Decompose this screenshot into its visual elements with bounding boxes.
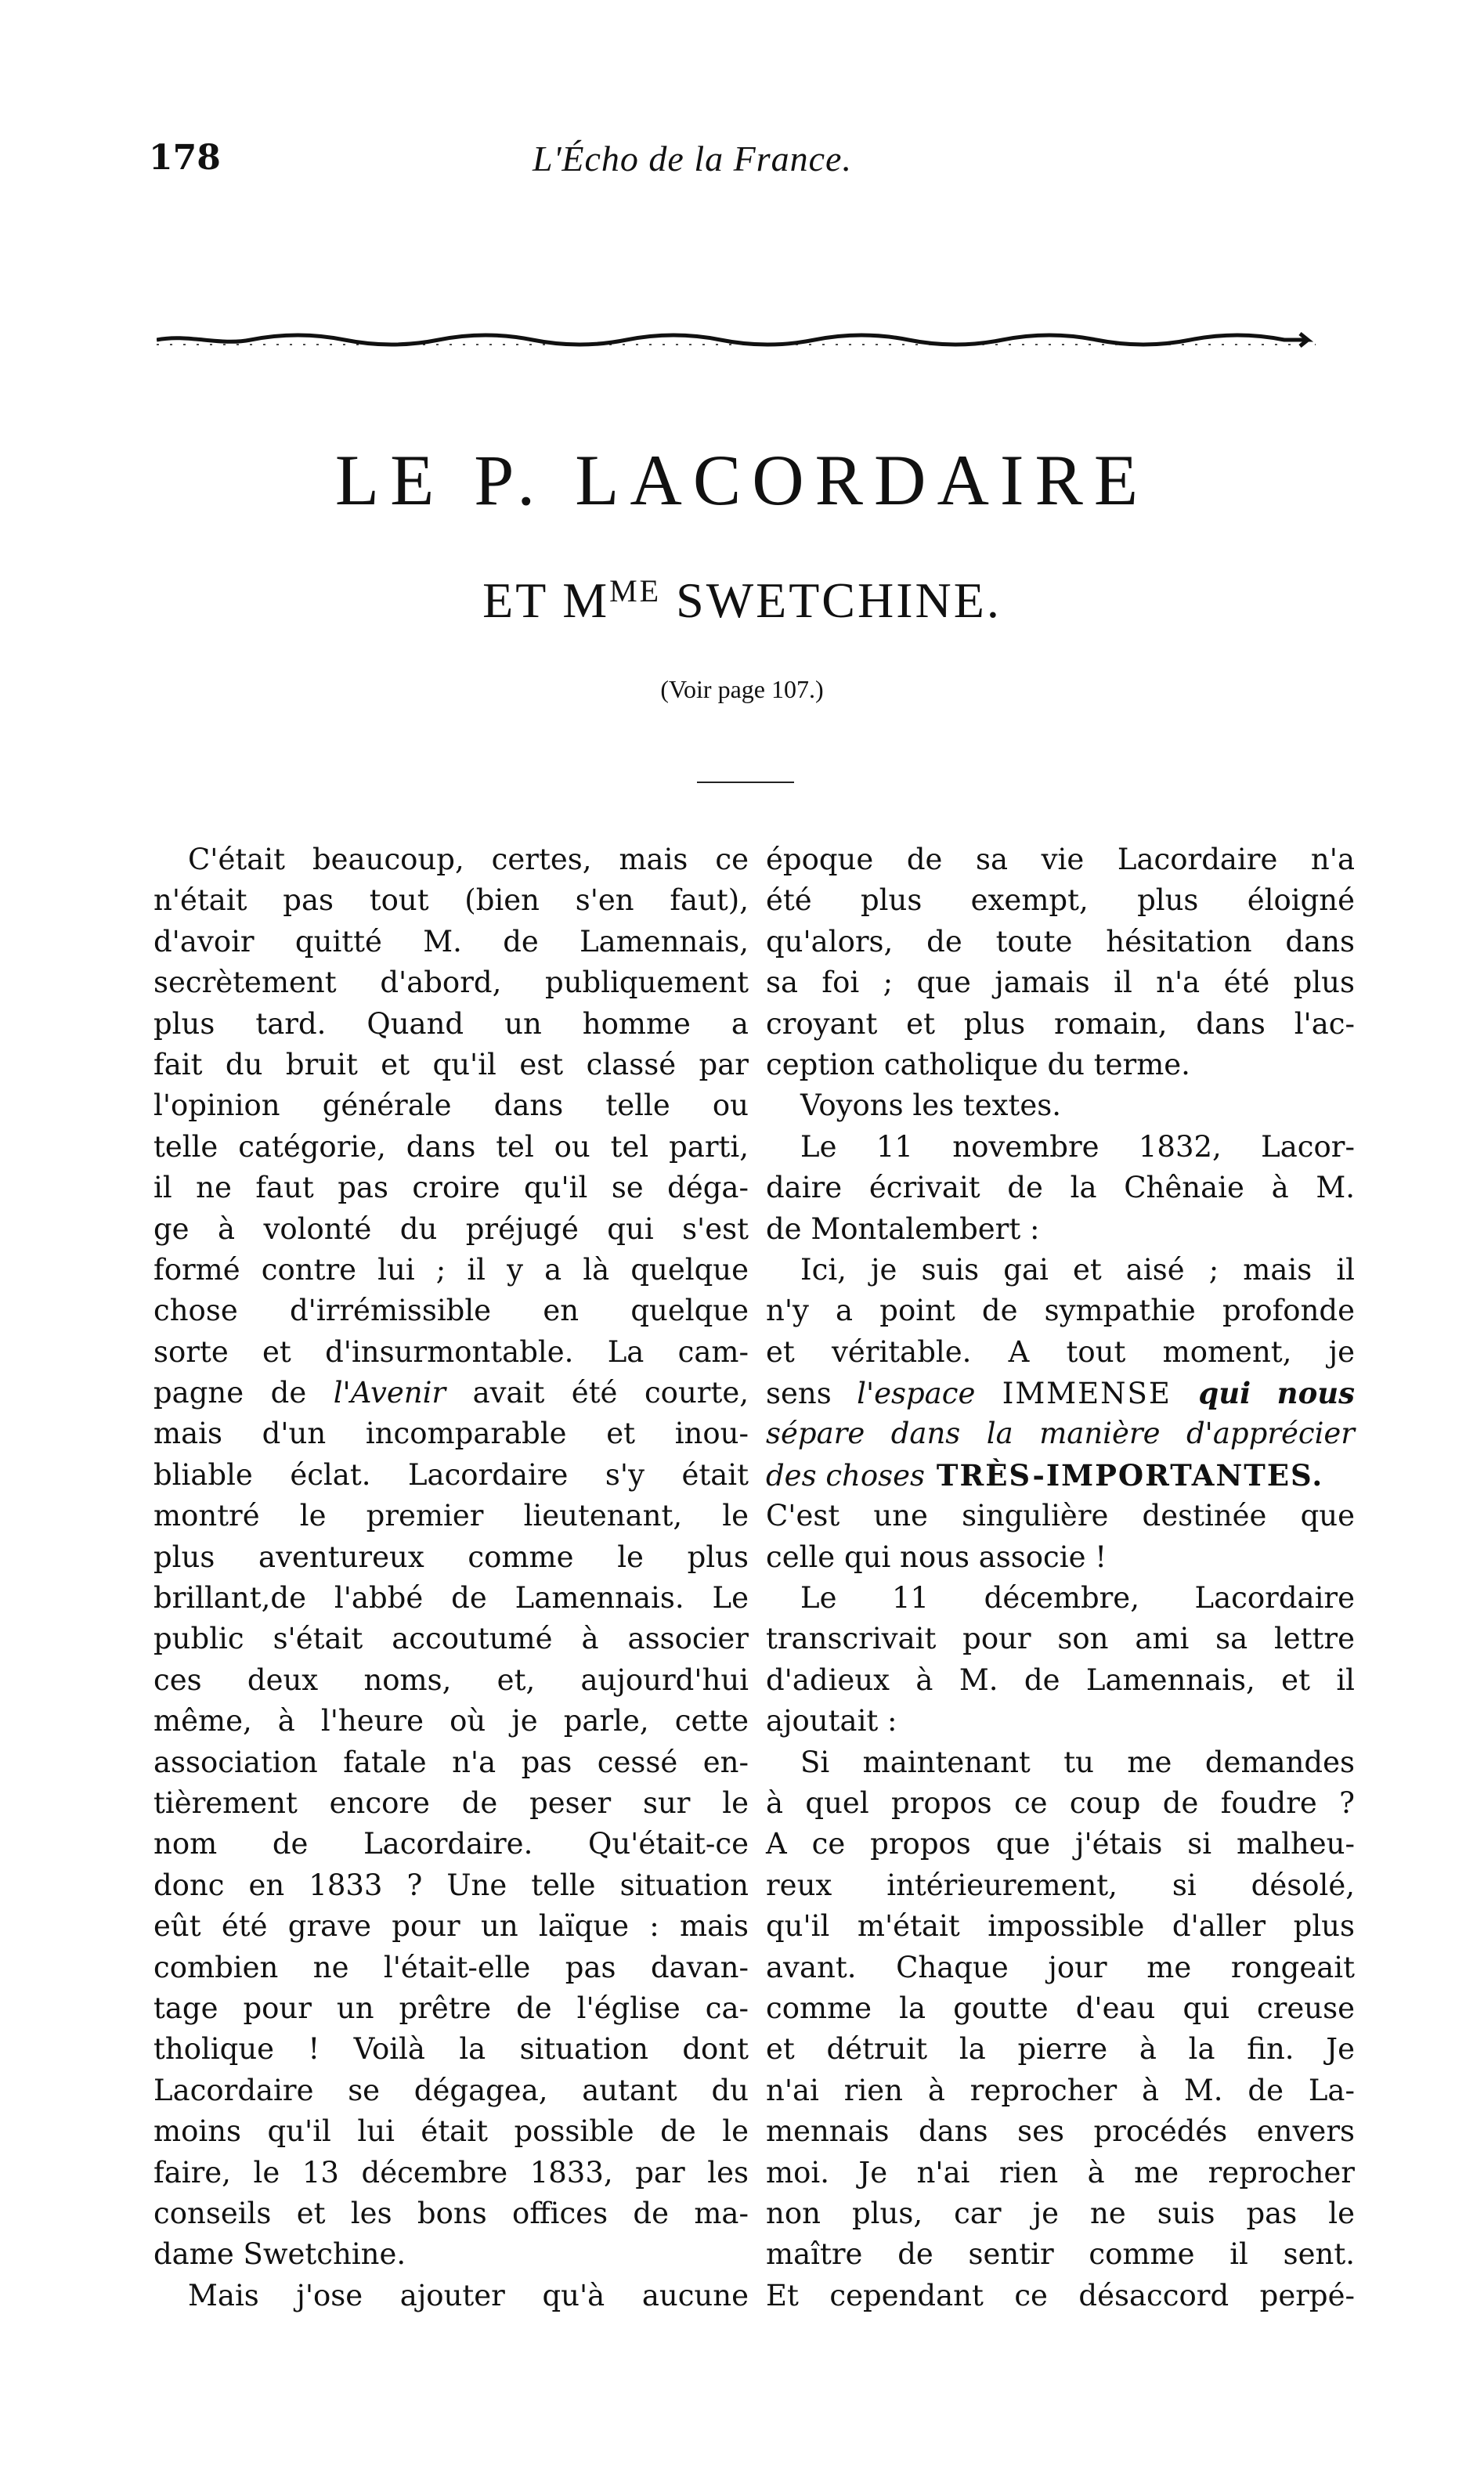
text-line: faire, le 13 décembre 1833, par les	[153, 2155, 749, 2190]
text-line: plus aventureux comme le plus	[153, 1540, 749, 1574]
left-column	[153, 839, 749, 2316]
text-line: C'est une singulière destinée que	[766, 1499, 1355, 1533]
text-line: mais d'un incomparable et inou-	[153, 1417, 749, 1451]
text-line: donc en 1833 ? Une telle situation	[153, 1868, 749, 1902]
text-line: moins qu'il lui était possible de le	[153, 2114, 749, 2149]
text-line: association fatale n'a pas cessé en-	[153, 1745, 749, 1779]
article-title: LE P. LACORDAIRE	[334, 440, 1150, 520]
text-line: sa foi ; que jamais il n'a été plus	[766, 966, 1355, 1000]
text-line: moi. Je n'ai rien à me reprocher	[766, 2155, 1355, 2190]
text-line: à quel propos ce coup de foudre ?	[766, 1785, 1355, 1820]
text-line: ces deux noms, et, aujourd'hui	[153, 1662, 749, 1697]
text-line: n'était pas tout (bien s'en faut),	[153, 883, 749, 918]
text-line: Le 11 décembre, Lacordaire	[800, 1581, 1355, 1616]
text-line: transcrivait pour son ami sa lettre	[766, 1622, 1355, 1656]
text-line: tholique ! Voilà la situation dont	[153, 2032, 749, 2067]
text-line: montré le premier lieutenant, le	[153, 1499, 749, 1533]
text-line: secrètement d'abord, publiquement	[153, 966, 749, 1000]
text-line: d'adieux à M. de Lamennais, et il	[766, 1662, 1355, 1697]
text-line: brillant,de l'abbé de Lamennais. Le	[153, 1581, 749, 1616]
text-line: maître de sentir comme il sent.	[766, 2237, 1355, 2272]
text-line: non plus, car je ne suis pas le	[766, 2196, 1355, 2230]
text-line: conseils et les bons offices de ma-	[153, 2196, 749, 2230]
text-line: qu'il m'était impossible d'aller plus	[766, 1909, 1355, 1944]
text-line: fait du bruit et qu'il est classé par	[153, 1047, 749, 1081]
text-line: croyant et plus romain, dans l'ac-	[766, 1006, 1355, 1041]
text-line: de Montalembert :	[766, 1211, 1040, 1246]
text-line: l'opinion générale dans telle ou	[153, 1088, 749, 1123]
text-line: reux intérieurement, si désolé,	[766, 1868, 1355, 1902]
text-line: tage pour un prêtre de l'église ca-	[153, 1991, 749, 2025]
text-line: public s'était accoutumé à associer	[153, 1622, 749, 1656]
text-line: Le 11 novembre 1832, Lacor-	[800, 1129, 1355, 1164]
text-line: Mais j'ose ajouter qu'à aucune	[188, 2278, 749, 2312]
text-line: comme la goutte d'eau qui creuse	[766, 1991, 1355, 2025]
text-line: Si maintenant tu me demandes	[800, 1745, 1355, 1779]
text-line: celle qui nous associe !	[766, 1540, 1107, 1574]
right-column	[766, 839, 1355, 2316]
text-line	[153, 1373, 749, 1413]
text-line: époque de sa vie Lacordaire n'a	[766, 843, 1355, 876]
text-line: eût été grave pour un laïque : mais	[153, 1909, 749, 1944]
text-line: Voyons les textes.	[800, 1088, 1061, 1123]
text-line: dame Swetchine.	[153, 2237, 406, 2272]
text-line: avant. Chaque jour me rongeait	[766, 1950, 1355, 1984]
italic-segment: des choses	[766, 1458, 926, 1493]
small-caps-segment: IMMENSE	[975, 1377, 1199, 1411]
subtitle-prefix: ET M	[482, 572, 610, 628]
text-line: d'avoir quitté M. de Lamennais,	[153, 924, 749, 958]
text-line: A ce propos que j'étais si malheu-	[766, 1827, 1355, 1861]
text-segment: pagne de	[153, 1376, 334, 1410]
text-line: combien ne l'était-elle pas davan-	[153, 1950, 749, 1984]
page-number: 178	[149, 138, 221, 178]
italic-segment: qui nous	[1198, 1376, 1355, 1411]
quote-line	[766, 1455, 1355, 1496]
italic-segment: l'espace	[857, 1377, 976, 1411]
text-line: ception catholique du terme.	[766, 1047, 1190, 1081]
text-line: et véritable. A tout moment, je	[766, 1334, 1355, 1369]
text-line: chose d'irrémissible en quelque	[153, 1294, 749, 1328]
text-line: et détruit la pierre à la fin. Je	[766, 2032, 1355, 2067]
text-line: Ici, je suis gai et aisé ; mais il	[800, 1252, 1355, 1287]
text-line: Et cependant ce désaccord perpé-	[766, 2278, 1355, 2312]
text-line: telle catégorie, dans tel ou tel parti,	[153, 1129, 749, 1164]
section-rule	[697, 782, 794, 783]
text-line: ge à volonté du préjugé qui s'est	[153, 1211, 749, 1246]
page-reference-note: (Voir page 107.)	[660, 675, 824, 703]
article-subtitle	[0, 572, 1484, 630]
text-line: Lacordaire se dégagea, autant du	[153, 2073, 749, 2107]
text-line: sorte et d'insurmontable. La cam-	[153, 1334, 749, 1369]
running-head: L'Écho de la France.	[533, 139, 852, 179]
quote-line: sépare dans la manière d'apprécier	[766, 1417, 1355, 1451]
ornamental-rule	[157, 329, 1330, 354]
text-line: tièrement encore de peser sur le	[153, 1785, 749, 1820]
text-line: plus tard. Quand un homme a	[153, 1006, 749, 1041]
small-caps-segment: TRÈS-IMPORTANTES.	[925, 1457, 1324, 1493]
text-line: il ne faut pas croire qu'il se déga-	[153, 1171, 749, 1205]
text-line: daire écrivait de la Chênaie à M.	[766, 1171, 1355, 1205]
text-line: ajoutait :	[766, 1704, 897, 1738]
text-line: formé contre lui ; il y a là quelque	[153, 1252, 749, 1287]
text-line: été plus exempt, plus éloigné	[766, 883, 1355, 918]
text-line: n'y a point de sympathie profonde	[766, 1294, 1355, 1328]
text-line: qu'alors, de toute hésitation dans	[766, 924, 1355, 958]
quote-line	[766, 1373, 1355, 1413]
text-line: bliable éclat. Lacordaire s'y était	[153, 1457, 749, 1492]
subtitle-superscript: ME	[609, 573, 662, 608]
text-segment: avait été courte,	[446, 1376, 749, 1410]
text-segment: sens	[766, 1377, 858, 1411]
text-line: nom de Lacordaire. Qu'était-ce	[153, 1827, 749, 1861]
subtitle-suffix: SWETCHINE.	[661, 572, 1002, 628]
text-line: mennais dans ses procédés envers	[766, 2114, 1355, 2149]
text-line: C'était beaucoup, certes, mais ce	[188, 843, 749, 876]
text-line: même, à l'heure où je parle, cette	[153, 1704, 749, 1738]
avenir-italic: l'Avenir	[333, 1376, 446, 1410]
text-line: n'ai rien à reprocher à M. de La-	[766, 2073, 1355, 2107]
